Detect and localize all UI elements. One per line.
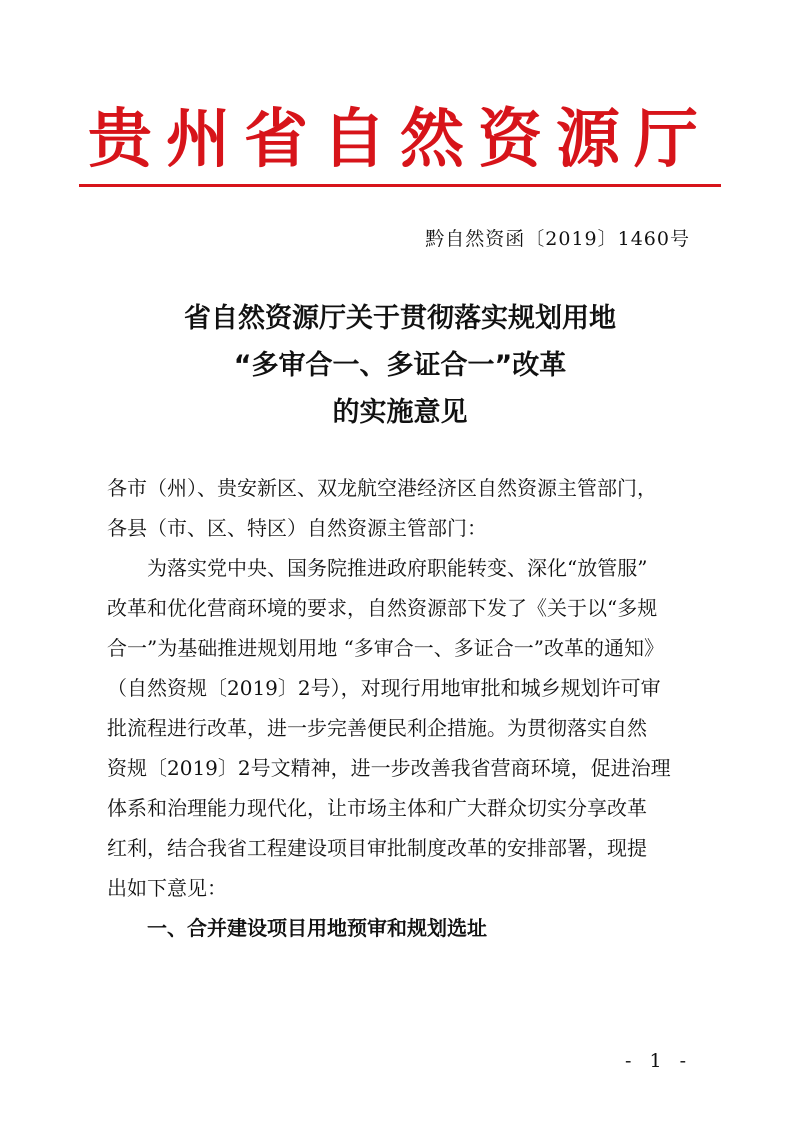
title-line-3: 的实施意见 xyxy=(332,397,468,428)
addressee xyxy=(107,468,699,548)
paragraph-1-line: 改革和优化营商环境的要求，自然资源部下发了《关于以“多规 xyxy=(107,596,658,620)
document-body xyxy=(107,468,699,948)
paragraph-1-line: 体系和治理能力现代化，让市场主体和广大群众切实分享改革 xyxy=(107,796,647,820)
letterhead-red-rule xyxy=(79,184,721,187)
paragraph-1-line: 合一”为基础推进规划用地 “多审合一、多证合一”改革的通知》 xyxy=(107,636,665,660)
title-line-1: 省自然资源厅关于贯彻落实规划用地 xyxy=(184,303,616,334)
document-number: 黔自然资函〔2019〕1460号 xyxy=(425,228,690,250)
page-number: - 1 - xyxy=(624,1050,692,1072)
paragraph-1-line: 批流程进行改革，进一步完善便民利企措施。为贯彻落实自然 xyxy=(107,716,647,740)
letterhead-org-name: 贵州省自然资源厅 xyxy=(88,103,712,177)
addressee-line-1: 各市（州）、贵安新区、双龙航空港经济区自然资源主管部门， xyxy=(107,476,657,500)
document-title xyxy=(80,295,720,436)
addressee-line-2: 各县（市、区、特区）自然资源主管部门： xyxy=(107,516,487,540)
paragraph-1-line: 为落实党中央、国务院推进政府职能转变、深化“放管服” xyxy=(147,556,648,580)
paragraph-1-line: 红利，结合我省工程建设项目审批制度改革的安排部署，现提 xyxy=(107,836,647,860)
title-line-2: “多审合一、多证合一”改革 xyxy=(233,350,567,381)
paragraph-1-line: 资规〔2019〕2号文精神，进一步改善我省营商环境，促进治理 xyxy=(107,756,671,780)
section-1-heading: 一、合并建设项目用地预审和规划选址 xyxy=(147,916,487,940)
paragraph-1-line: （自然资规〔2019〕2号），对现行用地审批和城乡规划许可审 xyxy=(107,676,661,700)
paragraph-1 xyxy=(107,548,699,908)
paragraph-1-line: 出如下意见： xyxy=(107,876,227,900)
